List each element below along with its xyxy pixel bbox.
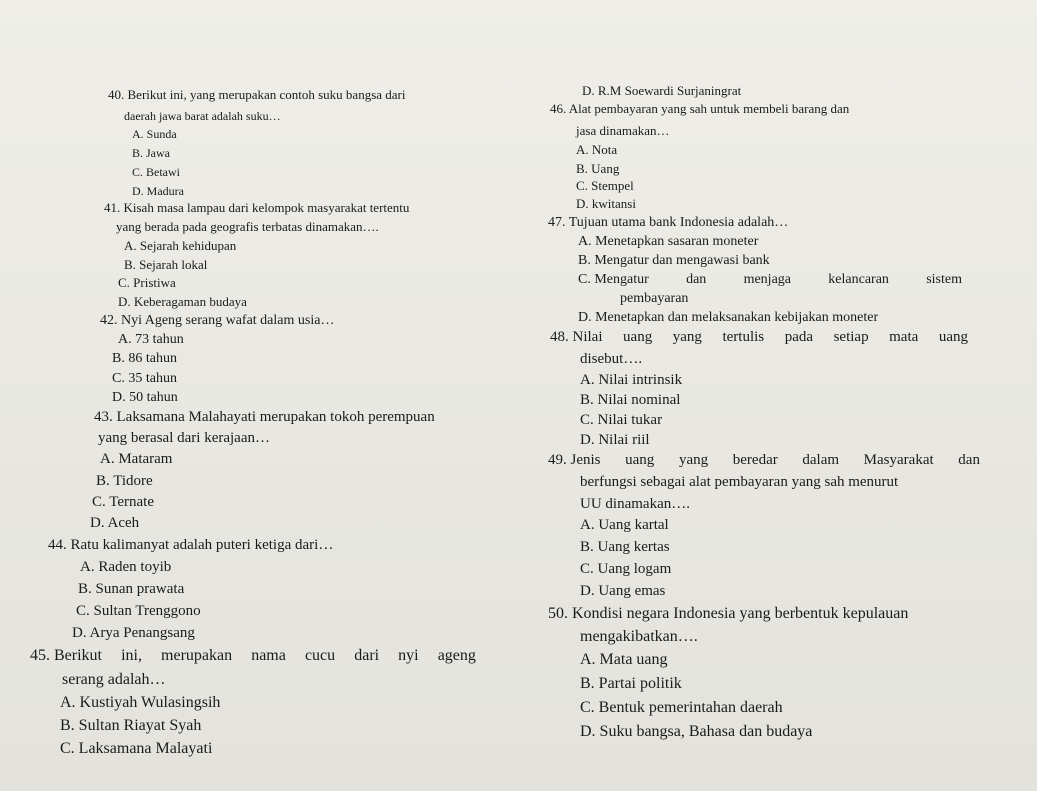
q43-line1: 43. Laksamana Malahayati merupakan tokoh perempuan (94, 409, 435, 425)
q49-line3: UU dinamakan…. (580, 496, 690, 512)
q45-word: 45. Berikut (30, 647, 102, 664)
q48-line2: disebut…. (580, 351, 643, 367)
q48-word: uang (938, 329, 968, 345)
q49-word: dalam (802, 452, 840, 468)
q45-option-c: C. Laksamana Malayati (60, 740, 213, 757)
q50-line2: mengakibatkan…. (580, 628, 698, 645)
q44-option-d: D. Arya Penangsang (72, 625, 195, 641)
q41-line1: 41. Kisah masa lampau dari kelompok masyarakat tertentu (104, 200, 410, 215)
q45-word: ageng (437, 647, 476, 664)
q46-option-c: C. Stempel (576, 178, 634, 193)
q48-option-a: A. Nilai intrinsik (580, 372, 683, 388)
q41-option-a: A. Sejarah kehidupan (124, 238, 237, 253)
q45-word: nama (251, 647, 286, 664)
q48-line1 (550, 330, 968, 345)
q50-option-b: B. Partai politik (580, 675, 682, 692)
q47-c-word: C. Mengatur (578, 272, 649, 287)
q47-option-c-cont: pembayaran (620, 291, 689, 306)
q45-word: ini, (121, 647, 142, 664)
q48-word: tertulis (722, 329, 765, 345)
q47-c-word: kelancaran (828, 272, 889, 287)
q43-option-b: B. Tidore (96, 473, 153, 489)
q46-option-a: A. Nota (576, 142, 618, 157)
q41-option-b: B. Sejarah lokal (124, 257, 208, 272)
q49-word: beredar (732, 452, 778, 468)
q49-word: Masyarakat (863, 452, 934, 468)
q41-option-d: D. Keberagaman budaya (118, 294, 247, 309)
q46-option-d: D. kwitansi (576, 196, 636, 211)
q41-option-c: C. Pristiwa (118, 275, 176, 290)
q47-c-word: sistem (926, 272, 962, 287)
q47-c-word: menjaga (743, 272, 791, 287)
q50-option-c: C. Bentuk pemerintahan daerah (580, 699, 783, 716)
q49-line2: berfungsi sebagai alat pembayaran yang sah menurut (580, 474, 899, 490)
q49-word: uang (625, 452, 655, 468)
q45-option-d: D. R.M Soewardi Surjaningrat (582, 83, 742, 98)
q50-option-a: A. Mata uang (580, 651, 668, 668)
q45-line2: serang adalah… (62, 671, 166, 688)
q49-option-d: D. Uang emas (580, 583, 666, 599)
q47-option-b: B. Mengatur dan mengawasi bank (578, 253, 770, 268)
q43-option-a: A. Mataram (100, 451, 173, 467)
q48-word: mata (889, 329, 919, 345)
q49-line1 (548, 453, 980, 468)
q47-option-a: A. Menetapkan sasaran moneter (578, 234, 759, 249)
q48-option-d: D. Nilai riil (580, 432, 650, 448)
q43-option-c: C. Ternate (92, 494, 154, 510)
q48-word: pada (784, 329, 814, 345)
q49-option-c: C. Uang logam (580, 561, 672, 577)
q45-line1 (30, 648, 476, 664)
q45-word: dari (354, 647, 380, 664)
q42-option-b: B. 86 tahun (112, 351, 177, 366)
q40-option-a: A. Sunda (132, 127, 177, 141)
q50-option-d: D. Suku bangsa, Bahasa dan budaya (580, 723, 813, 740)
q46-option-b: B. Uang (576, 161, 620, 176)
q45-word: merupakan (161, 647, 233, 664)
q43-option-d: D. Aceh (90, 515, 140, 531)
q40-line1: 40. Berikut ini, yang merupakan contoh suku bangsa dari (108, 87, 406, 102)
q44-line1: 44. Ratu kalimanyat adalah puteri ketiga dari… (48, 537, 334, 553)
q44-option-c: C. Sultan Trenggono (76, 603, 201, 619)
q40-option-c: C. Betawi (132, 165, 180, 179)
q49-word: 49. Jenis (548, 452, 601, 468)
q49-option-b: B. Uang kertas (580, 539, 670, 555)
q49-word: yang (678, 452, 709, 468)
q48-option-c: C. Nilai tukar (580, 412, 663, 428)
q48-word: uang (623, 329, 653, 345)
q41-line2: yang berada pada geografis terbatas dinamakan…. (116, 219, 379, 234)
q42-option-d: D. 50 tahun (112, 390, 178, 405)
q42-option-c: C. 35 tahun (112, 371, 177, 386)
q48-word: setiap (833, 329, 869, 345)
q40-line2: daerah jawa barat adalah suku… (124, 109, 281, 123)
q50-line1: 50. Kondisi negara Indonesia yang berbentuk kepulauan (548, 605, 909, 622)
q46-line2: jasa dinamakan… (576, 123, 670, 138)
q44-option-b: B. Sunan prawata (78, 581, 185, 597)
q40-option-b: B. Jawa (132, 146, 170, 160)
q47-option-c (578, 273, 962, 287)
q42-option-a: A. 73 tahun (118, 332, 184, 347)
q42-line1: 42. Nyi Ageng serang wafat dalam usia… (100, 313, 335, 328)
q48-option-b: B. Nilai nominal (580, 392, 681, 408)
q45-option-b: B. Sultan Riayat Syah (60, 717, 202, 734)
q40-option-d: D. Madura (132, 184, 184, 198)
q47-c-word: dan (686, 272, 707, 287)
q43-line2: yang berasal dari kerajaan… (98, 430, 270, 446)
q45-word: cucu (304, 647, 336, 664)
q48-word: 48. Nilai (550, 329, 603, 345)
q44-option-a: A. Raden toyib (80, 559, 172, 575)
q47-line1: 47. Tujuan utama bank Indonesia adalah… (548, 215, 789, 230)
q45-option-a: A. Kustiyah Wulasingsih (60, 694, 221, 711)
q47-option-d: D. Menetapkan dan melaksanakan kebijakan moneter (578, 310, 879, 325)
q49-option-a: A. Uang kartal (580, 517, 669, 533)
q46-line1: 46. Alat pembayaran yang sah untuk membeli barang dan (550, 101, 850, 116)
q49-word: dan (958, 452, 980, 468)
q48-word: yang (672, 329, 702, 345)
q45-word: nyi (398, 647, 419, 664)
